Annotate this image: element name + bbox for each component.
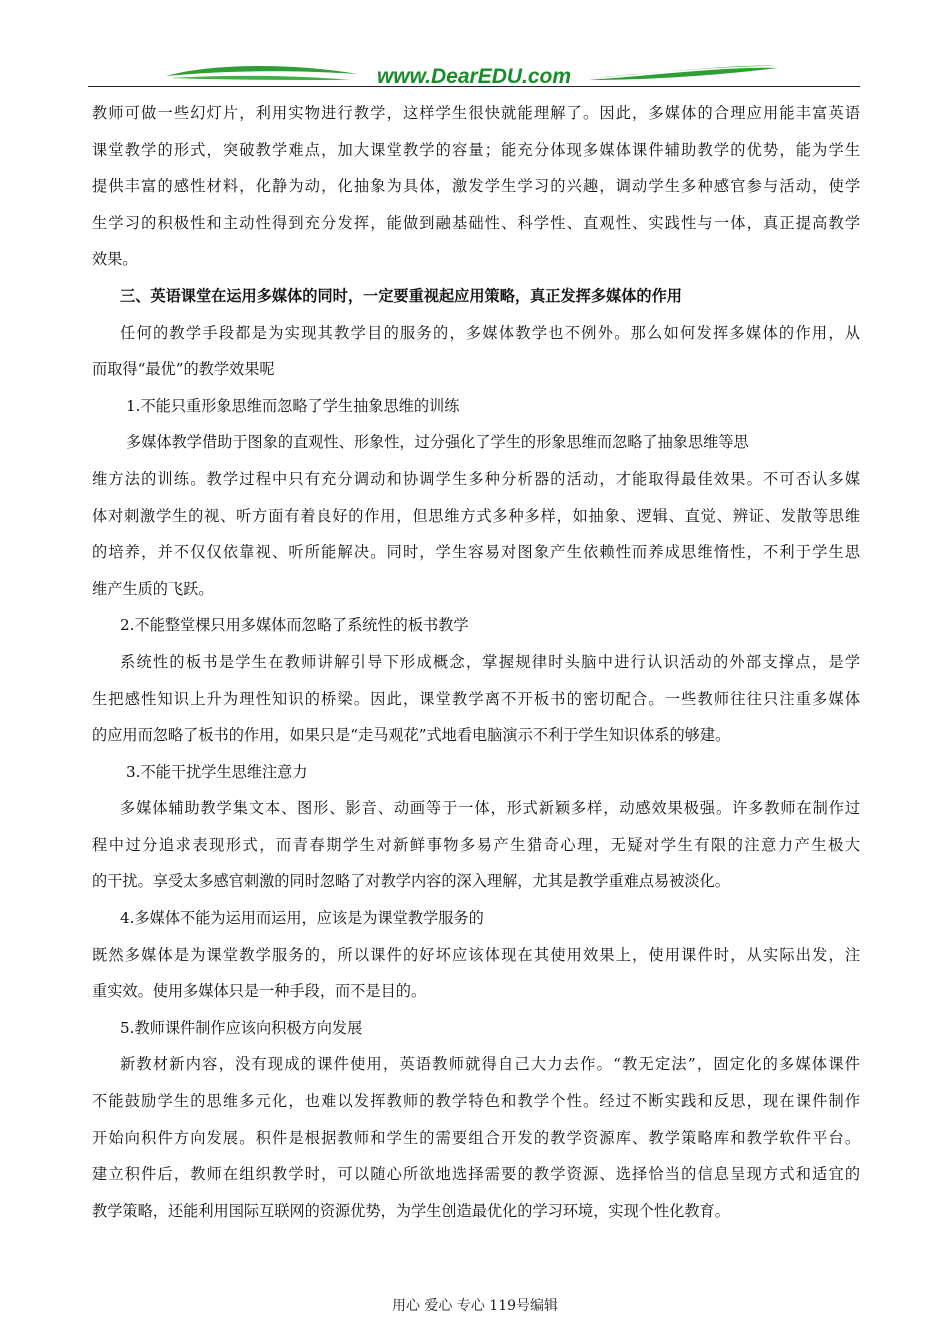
text-line: 建立积件后，教师在组织教学时，可以随心所欲地选择需要的教学资源、选择恰当的信息呈现方式和适宜的 xyxy=(92,1165,860,1184)
text-line: 的培养，并不仅仅依靠视、听所能解决。同时，学生容易对图象产生依赖性而养成思维惰性，不利于学生思 xyxy=(92,543,860,562)
text-line: 效果。 xyxy=(92,250,138,269)
text-line: 既然多媒体是为课堂教学服务的，所以课件的好坏应该体现在其使用效果上，使用课件时，从实际出发，注 xyxy=(92,945,860,964)
text-line: 开始向积件方向发展。积件是根据教师和学生的需要组合开发的教学资源库、教学策略库和教学软件平台。 xyxy=(92,1128,860,1147)
section-heading: 三、英语课堂在运用多媒体的同时，一定要重视起应用策略，真正发挥多媒体的作用 xyxy=(120,286,682,305)
subheading: 5.教师课件制作应该向积极方向发展 xyxy=(120,1018,363,1037)
header-swoosh-graphic xyxy=(88,56,860,90)
text-line: 新教材新内容，没有现成的课件使用，英语教师就得自己大力去作。“教无定法”，固定化的多媒体课件 xyxy=(120,1055,860,1074)
text-line: 提供丰富的感性材料，化静为动，化抽象为具体，激发学生学习的兴趣，调动学生多种感官参与活动，使学 xyxy=(92,177,860,196)
text-line: 不能鼓励学生的思维多元化，也难以发挥教师的教学特色和教学个性。经过不断实践和反思，现在课件制作 xyxy=(92,1092,860,1111)
text-line: 维方法的训练。教学过程中只有充分调动和协调学生多种分析器的活动，才能取得最佳效果。不可否认多媒 xyxy=(92,469,860,488)
text-line: 教学策略，还能利用国际互联网的资源优势，为学生创造最优化的学习环境，实现个性化教育。 xyxy=(92,1201,730,1220)
text-line: 的应用而忽略了板书的作用，如果只是“走马观花”式地看电脑演示不利于学生知识体系的够建。 xyxy=(92,726,731,745)
text-line: 程中过分追求表现形式，而青春期学生对新鲜事物多易产生猎奇心理，无疑对学生有限的注意力产生极大 xyxy=(92,835,860,854)
text-line: 生学习的积极性和主动性得到充分发挥，能做到融基础性、科学性、直观性、实践性与一体，真正提高教学 xyxy=(92,213,860,232)
header-divider xyxy=(88,86,860,87)
text-line: 而取得“最优”的教学效果呢 xyxy=(92,360,275,379)
text-line: 重实效。使用多媒体只是一种手段，而不是目的。 xyxy=(92,982,427,1001)
site-header-banner xyxy=(88,56,860,90)
page-footer: 用心 爱心 专心 119号编辑 xyxy=(391,1298,559,1314)
text-line: 维产生质的飞跃。 xyxy=(92,579,214,598)
text-line: 多媒体辅助教学集文本、图形、影音、动画等于一体，形式新颖多样，动感效果极强。许多教师在制作过 xyxy=(120,799,860,818)
text-line: 的干扰。享受太多感官刺激的同时忽略了对教学内容的深入理解，尤其是教学重难点易被淡化。 xyxy=(92,872,730,891)
text-line: 任何的教学手段都是为实现其教学目的服务的，多媒体教学也不例外。那么如何发挥多媒体的作用，从 xyxy=(120,323,860,342)
subheading: 1.不能只重形象思维而忽略了学生抽象思维的训练 xyxy=(126,396,460,415)
subheading: 4.多媒体不能为运用而运用，应该是为课堂教学服务的 xyxy=(120,909,484,928)
text-line: 体对刺激学生的视、听方面有着良好的作用，但思维方式多种多样，如抽象、逻辑、直觉、辨证、发散等思维 xyxy=(92,506,860,525)
document-body xyxy=(92,95,860,1229)
text-line: 课堂教学的形式，突破教学难点，加大课堂教学的容量；能充分体现多媒体课件辅助教学的优势，能为学生 xyxy=(92,140,860,159)
site-logo-text: www.DearEDU.com xyxy=(376,65,572,88)
subheading: 3.不能干扰学生思维注意力 xyxy=(126,762,308,781)
text-line: 系统性的板书是学生在教师讲解引导下形成概念，掌握规律时头脑中进行认识活动的外部支撑点，是学 xyxy=(120,652,860,671)
text-line: 多媒体教学借助于图象的直观性、形象性，过分强化了学生的形象思维而忽略了抽象思维等思 xyxy=(126,433,749,452)
text-line: 生把感性知识上升为理性知识的桥梁。因此，课堂教学离不开板书的密切配合。一些教师往往只注重多媒体 xyxy=(92,689,860,708)
text-line: 教师可做一些幻灯片，利用实物进行教学，这样学生很快就能理解了。因此，多媒体的合理应用能丰富英语 xyxy=(92,104,860,122)
subheading: 2.不能整堂棵只用多媒体而忽略了系统性的板书教学 xyxy=(120,616,469,635)
